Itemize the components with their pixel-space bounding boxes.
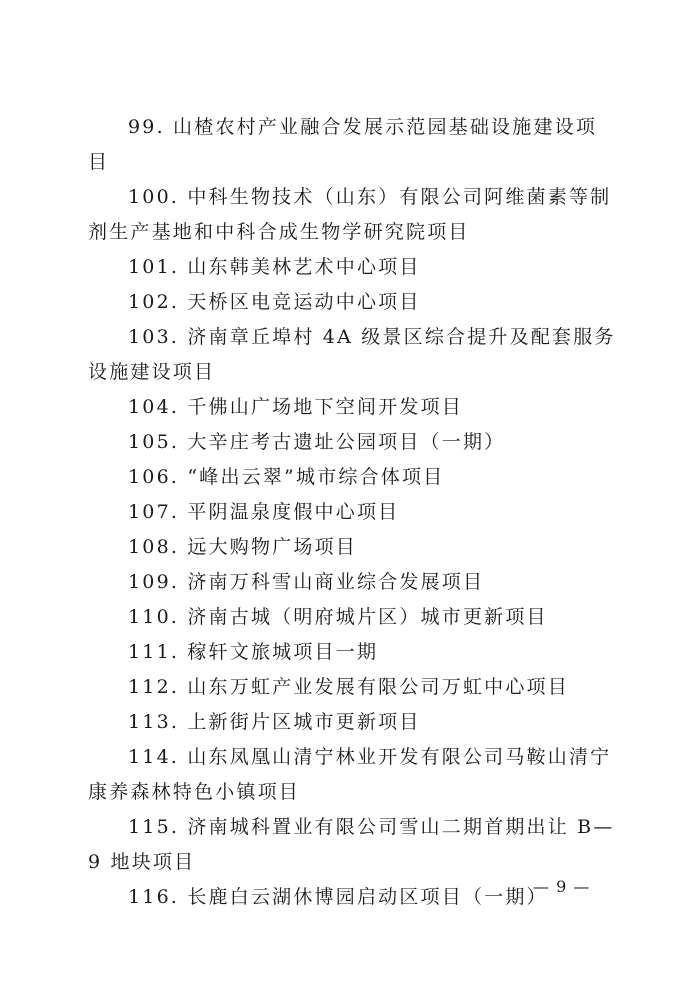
list-item: 116. 长鹿白云湖休博园启动区项目（一期） [128, 886, 548, 908]
list-item: 115. 济南城科置业有限公司雪山二期首期出让 B—9 地块项目 [88, 816, 615, 873]
list-item: 99. 山楂农村产业融合发展示范园基础设施建设项目 [88, 116, 598, 173]
list-item: 110. 济南古城（明府城片区）城市更新项目 [128, 606, 548, 628]
list-item: 107. 平阴温泉度假中心项目 [128, 501, 400, 523]
project-list [88, 110, 616, 915]
list-item: 111. 稼轩文旅城项目一期 [128, 641, 379, 663]
list-item: 113. 上新街片区城市更新项目 [128, 711, 421, 733]
list-item: 109. 济南万科雪山商业综合发展项目 [128, 571, 485, 593]
list-item: 100. 中科生物技术（山东）有限公司阿维菌素等制剂生产基地和中科合成生物学研究院项目 [88, 186, 612, 243]
list-item: 105. 大辛庄考古遗址公园项目（一期） [128, 431, 506, 453]
list-item: 108. 远大购物广场项目 [128, 536, 357, 558]
list-item: 104. 千佛山广场地下空间开发项目 [128, 396, 463, 418]
list-item: 102. 天桥区电竞运动中心项目 [128, 291, 421, 313]
list-item: 103. 济南章丘埠村 4A 级景区综合提升及配套服务设施建设项目 [88, 326, 616, 383]
list-item: 112. 山东万虹产业发展有限公司万虹中心项目 [128, 676, 569, 698]
list-item: 101. 山东韩美林艺术中心项目 [128, 256, 421, 278]
list-item: 106. “峰出云翠”城市综合体项目 [128, 466, 445, 488]
page-number: — 9 — [533, 877, 591, 896]
list-item: 114. 山东凤凰山清宁林业开发有限公司马鞍山清宁康养森林特色小镇项目 [88, 746, 612, 803]
